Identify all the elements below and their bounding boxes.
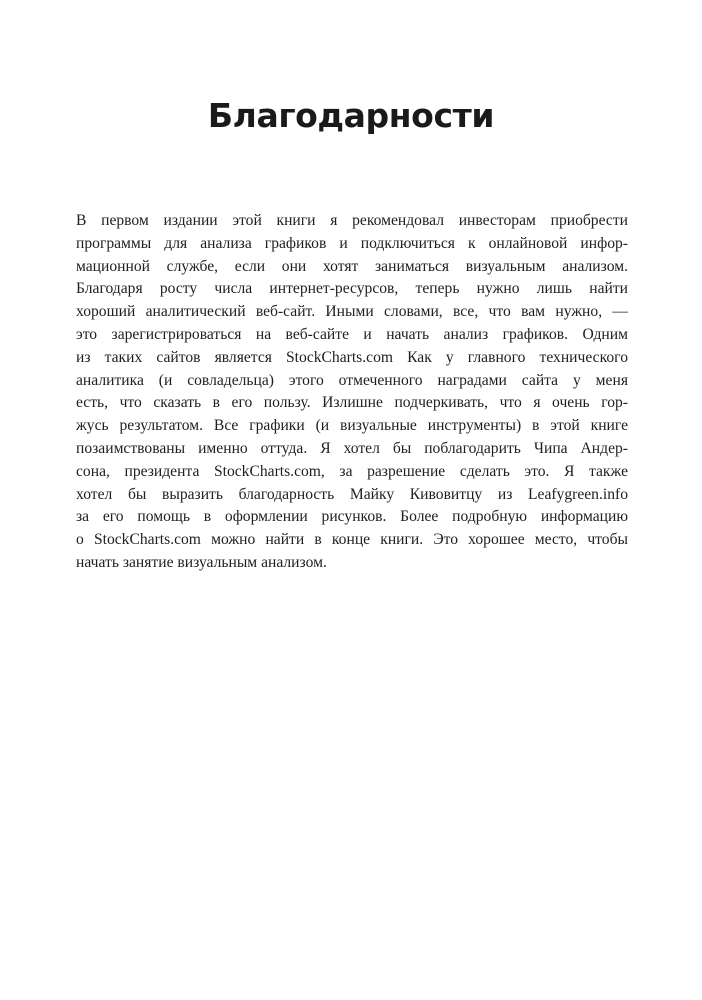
acknowledgements-paragraph bbox=[76, 210, 628, 575]
text-line: программы для анализа графиков и подключиться к онлайновой инфор- bbox=[76, 234, 628, 252]
text-line: за его помощь в оформлении рисунков. Более подробную информацию bbox=[76, 508, 628, 526]
text-line: хотел бы выразить благодарность Майку Кивовитцу из Leafygreen.info bbox=[76, 485, 628, 503]
text-line: мационной службе, если они хотят заниматься визуальным анализом. bbox=[76, 257, 628, 275]
text-line: позаимствованы именно оттуда. Я хотел бы поблагодарить Чипа Андер- bbox=[76, 439, 628, 457]
text-line-last: начать занятие визуальным анализом. bbox=[76, 553, 327, 571]
page-title: Благодарности bbox=[207, 96, 495, 135]
text-line: жусь результатом. Все графики (и визуальные инструменты) в этой книге bbox=[76, 417, 628, 435]
text-line: из таких сайтов является StockCharts.com Как у главного технического bbox=[76, 348, 628, 366]
text-line: аналитика (и совладельца) этого отмеченного наградами сайта у меня bbox=[76, 371, 628, 389]
text-line: Благодаря росту числа интернет-ресурсов, теперь нужно лишь найти bbox=[76, 280, 628, 298]
text-line: есть, что сказать в его пользу. Излишне подчеркивать, что я очень гор- bbox=[76, 394, 628, 412]
text-line: В первом издании этой книги я рекомендовал инвесторам приобрести bbox=[76, 212, 628, 229]
text-line: о StockCharts.com можно найти в конце книги. Это хорошее место, чтобы bbox=[76, 531, 628, 549]
text-line: сона, президента StockCharts.com, за разрешение сделать это. Я также bbox=[76, 462, 628, 480]
text-line: хороший аналитический веб-сайт. Иными словами, все, что вам нужно, — bbox=[76, 303, 628, 321]
text-line: это зарегистрироваться на веб-сайте и начать анализ графиков. Одним bbox=[76, 325, 628, 343]
